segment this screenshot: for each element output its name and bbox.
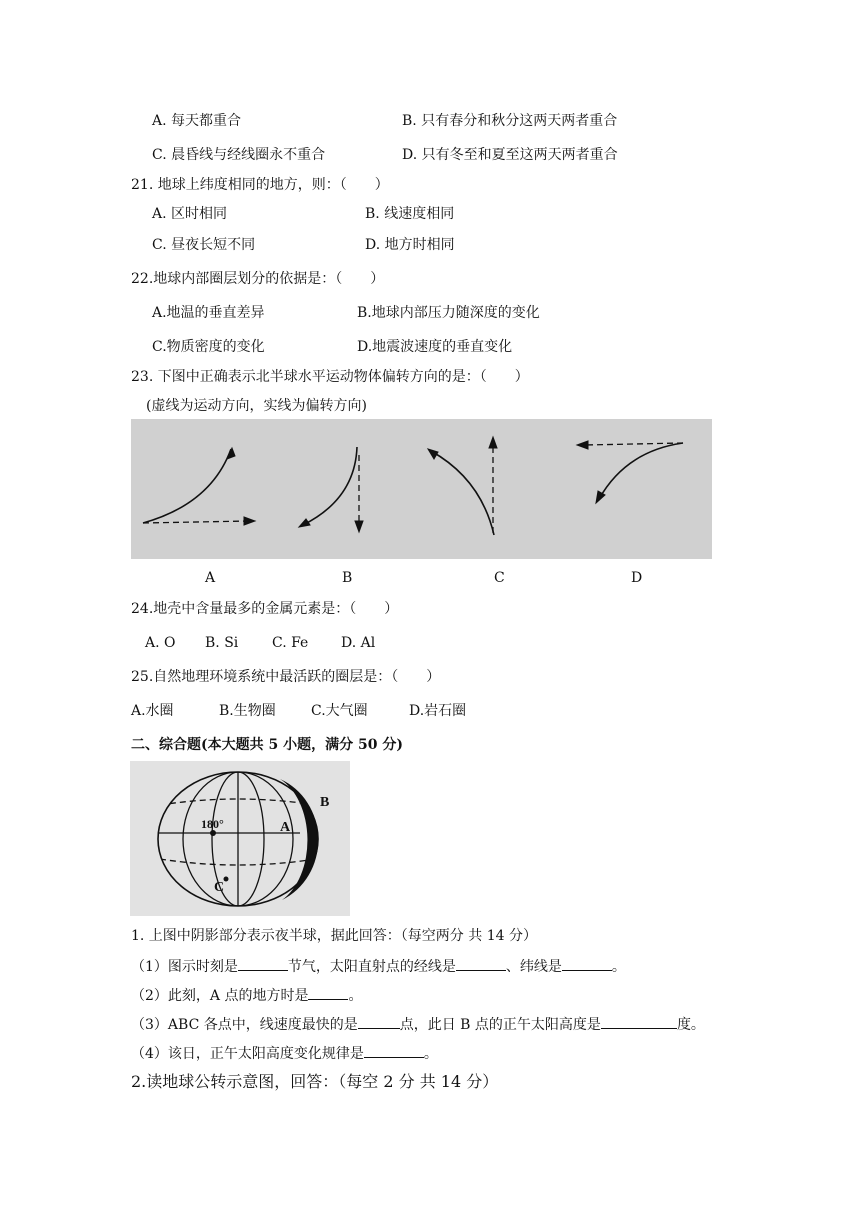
q21-option-a: A. 区时相同	[152, 206, 228, 222]
blank-1[interactable]	[238, 956, 288, 971]
diagram-label-c: C	[494, 570, 505, 586]
q20-option-d: D. 只有冬至和夏至这两天两者重合	[402, 147, 618, 163]
q22-stem: 22.地球内部圈层划分的依据是：（ ）	[131, 271, 385, 287]
diagram-b	[299, 447, 363, 532]
blank-6[interactable]	[601, 1014, 677, 1029]
q25-option-b: B.生物圈	[219, 703, 276, 719]
q21-option-c: C. 昼夜长短不同	[152, 237, 256, 253]
section-2-title: 二、综合题(本大题共 5 小题，满分 50 分)	[131, 737, 403, 753]
q24-option-b: B. Si	[205, 635, 239, 651]
q21-option-d: D. 地方时相同	[365, 237, 455, 253]
diagram-label-a: A	[205, 570, 216, 586]
diagram-c	[428, 437, 497, 535]
q22-option-d: D.地震波速度的垂直变化	[357, 339, 513, 355]
q25-option-d: D.岩石圈	[409, 703, 467, 719]
p1-stem: 1. 上图中阴影部分表示夜半球，据此回答：（每空两分 共 14 分）	[131, 928, 537, 944]
blank-3[interactable]	[562, 956, 612, 971]
blank-5[interactable]	[358, 1014, 400, 1029]
q22-option-c: C.物质密度的变化	[152, 339, 265, 355]
globe-label-b: B	[320, 795, 330, 810]
diagram-label-d: D	[631, 570, 643, 586]
q20-option-c: C. 晨昏线与经线圈永不重合	[152, 147, 326, 163]
globe-label-a: A	[280, 820, 291, 835]
q25-option-c: C.大气圈	[311, 703, 368, 719]
q20-option-b: B. 只有春分和秋分这两天两者重合	[402, 113, 618, 129]
blank-2[interactable]	[456, 956, 506, 971]
q22-option-a: A.地温的垂直差异	[152, 305, 265, 321]
q24-option-a: A. O	[145, 635, 176, 651]
q21-stem: 21. 地球上纬度相同的地方，则：（ ）	[131, 177, 389, 193]
diagram-d	[577, 441, 683, 503]
p2-stem: 2.读地球公转示意图，回答：（每空 2 分 共 14 分）	[131, 1072, 499, 1091]
globe-diagram	[130, 761, 350, 916]
globe-label-180: 180°	[201, 817, 224, 831]
blank-7[interactable]	[364, 1043, 424, 1058]
diagram-a	[143, 448, 255, 525]
p1-sub-2: （2）此刻，A 点的地方时是 。	[131, 985, 362, 1005]
q25-option-a: A.水圈	[131, 703, 174, 719]
p1-sub-3: （3）ABC 各点中，线速度最快的是 点，此日 B 点的正午太阳高度是 度。	[131, 1014, 705, 1034]
q21-option-b: B. 线速度相同	[365, 206, 455, 222]
q24-stem: 24.地壳中含量最多的金属元素是：（ ）	[131, 601, 399, 617]
p1-sub-4: （4）该日，正午太阳高度变化规律是 。	[131, 1043, 438, 1063]
q22-option-b: B.地球内部压力随深度的变化	[357, 305, 540, 321]
diagram-label-b: B	[342, 570, 353, 586]
deflection-diagram	[131, 419, 712, 559]
blank-4[interactable]	[308, 985, 348, 1000]
q20-option-a: A. 每天都重合	[152, 113, 242, 129]
q24-option-d: D. Al	[341, 635, 376, 651]
q24-option-c: C. Fe	[272, 635, 309, 651]
q23-stem: 23. 下图中正确表示北半球水平运动物体偏转方向的是：（ ）	[131, 369, 529, 385]
q23-note: (虚线为运动方向，实线为偏转方向)	[146, 398, 367, 414]
p1-sub-1: （1）图示时刻是 节气，太阳直射点的经线是 、纬线是 。	[131, 956, 626, 976]
globe-label-c: C	[214, 880, 225, 895]
q25-stem: 25.自然地理环境系统中最活跃的圈层是：（ ）	[131, 669, 441, 685]
